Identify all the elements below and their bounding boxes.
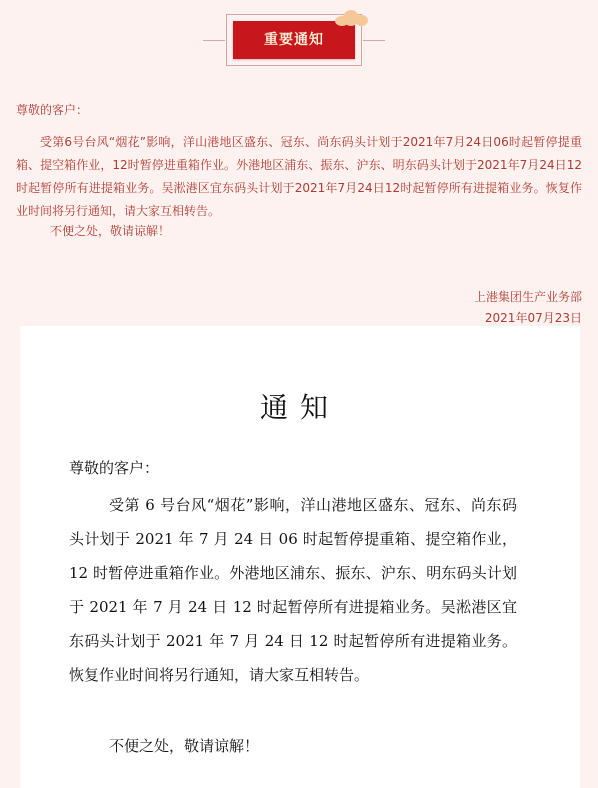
notice-body-text: 受第 6 号台风“烟花”影响，洋山港地区盛东、冠东、尚东码头计划于 2021 年 7 月 24 日 06 时起暂停提重箱、提空箱作业，12 时暂停进重箱作业。外港地区浦东、振东、沪东、明东码头计划于 2021 年 7 月 24 日 12 时起暂停所有进提箱业务。吴淞港区宜东码头计划于 2021 年 7 月 24 日 12 时起暂停所有进提箱业务。恢复作业时间将另行通知，请大家互相转告。 bbox=[69, 496, 517, 684]
top-greeting: 尊敬的客户： bbox=[16, 103, 89, 117]
signature-block bbox=[474, 287, 582, 329]
signature-department: 上港集团生产业务部 bbox=[473, 290, 582, 304]
signature-date: 2021年07月23日 bbox=[484, 311, 582, 325]
cloud-icon bbox=[335, 8, 369, 28]
notice-title: 通知 bbox=[259, 391, 340, 424]
top-apology: 不便之处，敬请谅解！ bbox=[50, 224, 171, 238]
notice-greeting: 尊敬的客户： bbox=[69, 459, 160, 477]
notice-apology: 不便之处，敬请谅解！ bbox=[109, 737, 260, 755]
important-notice-badge: 重要通知 bbox=[233, 21, 355, 59]
notice-image-card bbox=[20, 326, 580, 788]
top-body-text: 受第6号台风“烟花”影响，洋山港地区盛东、冠东、尚东码头计划于2021年7月24日06时起暂停提重箱、提空箱作业，12时暂停进重箱作业。外港地区浦东、振东、沪东、明东码头计划于2021年7月24日12时起暂停所有进提箱业务。吴淞港区宜东码头计划于2021年7月24日12时起暂停所有进提箱业务。恢复作业时间将另行通知，请大家互相转告。 bbox=[16, 135, 582, 218]
